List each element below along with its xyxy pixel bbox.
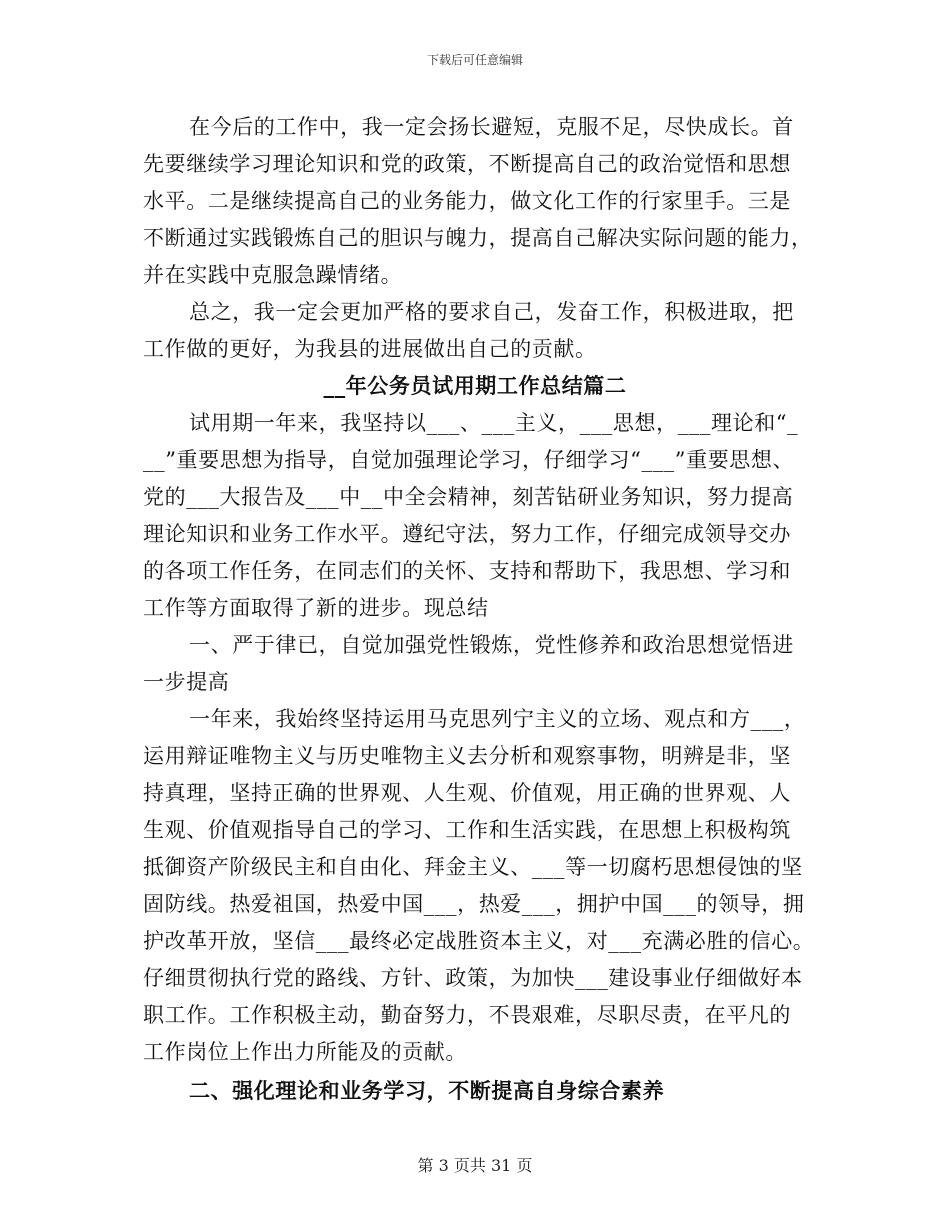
page-number: 第 3 页共 31 页: [417, 1156, 533, 1175]
paragraph-line: 先要继续学习理论知识和党的政策，不断提高自己的政治觉悟和思想: [143, 152, 791, 176]
paragraph-line: 生观、价值观指导自己的学习、工作和生活实践，在思想上积极构筑: [143, 818, 791, 842]
paragraph-line: 一、严于律已，自觉加强党性锻炼，党性修养和政治思想觉悟进: [189, 633, 794, 657]
section-title: __年公务员试用期工作总结篇二: [323, 373, 627, 398]
paragraph-line: 试用期一年来，我坚持以___、___主义，___思想，___理论和“_: [189, 411, 799, 435]
paragraph-line: 水平。二是继续提高自己的业务能力，做文化工作的行家里手。三是: [143, 189, 791, 213]
paragraph-line: 一年来，我始终坚持运用马克思列宁主义的立场、观点和方___，: [189, 707, 806, 731]
page-header: 下载后可任意编辑: [426, 53, 523, 67]
paragraph-line: 运用辩证唯物主义与历史唯物主义去分析和观察事物，明辨是非，坚: [143, 744, 791, 768]
paragraph-line: 总之，我一定会更加严格的要求自己，发奋工作，积极进取，把: [189, 300, 794, 324]
paragraph-line: 的各项工作任务，在同志们的关怀、支持和帮助下，我思想、学习和: [143, 559, 791, 583]
paragraph-line: 抵御资产阶级民主和自由化、拜金主义、___等一切腐朽思想侵蚀的坚: [143, 855, 803, 879]
paragraph-line: __”重要思想为指导，自觉加强理论学习，仔细学习“___”重要思想、: [143, 448, 795, 472]
paragraph-line: 工作岗位上作出力所能及的贡献。: [143, 1040, 467, 1064]
paragraph-line: 工作做的更好，为我县的进展做出自己的贡献。: [143, 337, 597, 361]
paragraph-line: 仔细贯彻执行党的路线、方针、政策，为加快___建设事业仔细做好本: [143, 966, 803, 990]
paragraph-line: 工作等方面取得了新的进步。现总结: [143, 596, 489, 620]
paragraph-line: 职工作。工作积极主动，勤奋努力，不畏艰难，尽职尽责，在平凡的: [143, 1003, 791, 1027]
paragraph-line: 不断通过实践锻炼自己的胆识与魄力，提高自己解决实际问题的能力，: [143, 226, 813, 250]
paragraph-line: 护改革开放，坚信___最终必定战胜资本主义，对___充满必胜的信心。: [143, 929, 815, 953]
subsection-heading: 二、强化理论和业务学习，不断提高自身综合素养: [189, 1078, 665, 1103]
paragraph-line: 党的___大报告及___中__中全会精神，刻苦钻研业务知识，努力提高: [143, 485, 794, 509]
paragraph-line: 一步提高: [143, 670, 230, 694]
paragraph-line: 理论知识和业务工作水平。遵纪守法，努力工作，仔细完成领导交办: [143, 522, 791, 546]
paragraph-line: 在今后的工作中，我一定会扬长避短，克服不足，尽快成长。首: [189, 115, 794, 139]
paragraph-line: 持真理，坚持正确的世界观、人生观、价值观，用正确的世界观、人: [143, 781, 791, 805]
paragraph-line: 并在实践中克服急躁情绪。: [143, 263, 403, 287]
paragraph-line: 固防线。热爱祖国，热爱中国___，热爱___，拥护中国___的领导，拥: [143, 892, 805, 916]
